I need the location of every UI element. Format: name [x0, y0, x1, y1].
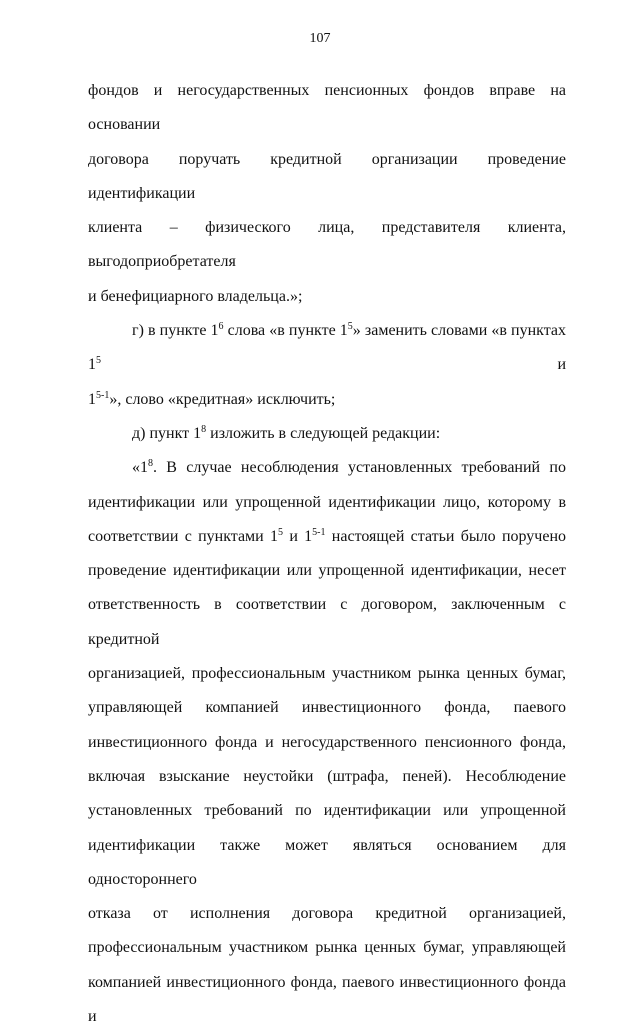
- document-body: [88, 74, 566, 1034]
- paragraph-line: [88, 314, 566, 383]
- paragraph-line: включая взыскание неустойки (штрафа, пеней). Несоблюдение: [88, 767, 566, 785]
- paragraph-line: [88, 417, 566, 451]
- paragraph-line: [88, 451, 566, 485]
- paragraph-line: инвестиционного фонда и негосударственного пенсионного фонда,: [88, 733, 566, 751]
- superscript: 5: [278, 526, 284, 538]
- paragraph-line: отказа от исполнения договора кредитной организацией,: [88, 905, 566, 923]
- text-run: и 1: [283, 527, 313, 545]
- text-run: . В случае несоблюдения установленных требований по: [153, 459, 566, 477]
- superscript: 8: [148, 458, 153, 470]
- paragraph-line: и бенефициарного владельца.»;: [88, 287, 303, 305]
- paragraph-line: [88, 383, 566, 417]
- paragraph-line: управляющей компанией инвестиционного фонда, паевого: [88, 699, 566, 717]
- page-number: 107: [309, 31, 331, 46]
- paragraph-line: идентификации также может являться основанием для одностороннего: [88, 836, 566, 888]
- paragraph-line: клиента – физического лица, представителя клиента, выгодоприобретателя: [88, 219, 566, 271]
- superscript: 5-1: [312, 526, 326, 538]
- paragraph-line: [88, 520, 566, 554]
- text-run: изложить в следующей редакции:: [206, 424, 441, 442]
- text-run: соответствии с пунктами 1: [88, 527, 279, 545]
- paragraph-line: организацией, профессиональным участником рынка ценных бумаг,: [88, 665, 566, 683]
- paragraph-line: ответственность в соответствии с договором, заключенным с кредитной: [88, 596, 566, 648]
- text-run: 1: [88, 390, 96, 408]
- text-run: », слово «кредитная» исключить;: [109, 390, 336, 408]
- superscript: 5-1: [96, 389, 110, 401]
- paragraph-line: договора поручать кредитной организации проведение идентификации: [88, 150, 566, 202]
- text-run: и: [101, 356, 566, 374]
- superscript: 6: [218, 321, 224, 333]
- text-run: настоящей статьи было поручено: [325, 527, 567, 545]
- paragraph-line: профессиональным участником рынка ценных бумаг, управляющей: [88, 939, 566, 957]
- text-run: слова «в пункте 1: [223, 322, 348, 340]
- superscript: 8: [201, 423, 207, 435]
- paragraph-line: фондов и негосударственных пенсионных фондов вправе на основании: [88, 82, 566, 134]
- superscript: 5: [347, 321, 353, 333]
- paragraph-line: проведение идентификации или упрощенной идентификации, несет: [88, 562, 566, 580]
- text-run: г) в пункте 1: [132, 322, 219, 340]
- text-run: «1: [132, 459, 148, 477]
- superscript: 5: [96, 355, 101, 367]
- text-run: д) пункт 1: [132, 424, 202, 442]
- paragraph-line: установленных требований по идентификации или упрощенной: [88, 802, 566, 820]
- paragraph-line: компанией инвестиционного фонда, паевого инвестиционного фонда и: [88, 973, 566, 1026]
- paragraph-line: идентификации или упрощенной идентификации лицо, которому в: [88, 493, 566, 511]
- text-run: » заменить словами «в пунктах 1: [88, 322, 567, 374]
